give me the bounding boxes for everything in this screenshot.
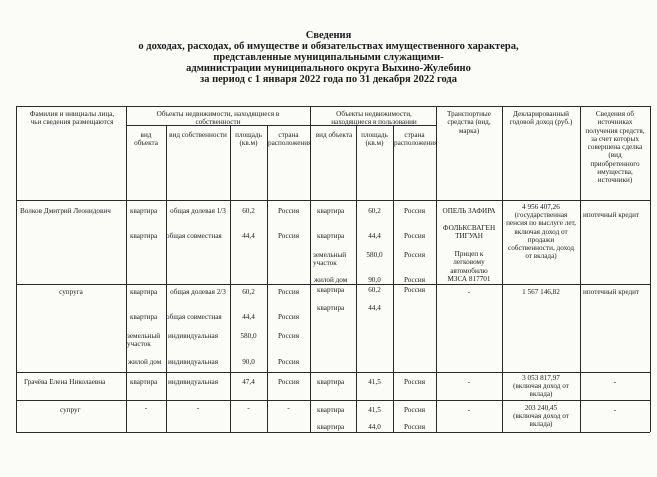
subheader-used-type: вид объекта [315, 131, 353, 139]
doc-subtitle-4: за период с 1 января 2022 года по 31 декабря 2022 года [200, 74, 457, 85]
header-name: Фамилия и инициалы лица, чьи сведения размещаются [29, 110, 115, 127]
used-country: Россия [403, 251, 426, 259]
person-name: Волков Дмитрий Леонидович [20, 207, 111, 215]
doc-title: Сведения [305, 30, 352, 41]
used-country: Россия [403, 378, 426, 386]
income-note: (включая доход от вклада) [513, 412, 569, 429]
used-country: Россия [403, 232, 426, 240]
used-type: квартира [317, 406, 345, 414]
person-name: Грачёва Елена Николаевна [24, 378, 106, 386]
row-divider-3 [16, 400, 650, 401]
used-area: 44,0 [368, 423, 381, 431]
owned-country: Россия [277, 313, 300, 321]
col-line [650, 106, 651, 432]
used-type: квартира [317, 378, 345, 386]
owned-type: квартира [130, 232, 158, 240]
used-area: 44,4 [368, 232, 381, 240]
used-area: 90,0 [368, 276, 381, 284]
used-type: квартира [317, 423, 345, 431]
income-note: (государственная пенсия по выслуге лет, включая доход от продажи собственности, доход от вклада) [506, 211, 576, 261]
used-type: квартира [317, 232, 345, 240]
owned-country: Россия [277, 288, 300, 296]
owned-type: земельный участок [127, 332, 161, 349]
used-area: 60,2 [368, 207, 381, 215]
col-line [310, 106, 311, 432]
used-country: Россия [403, 276, 426, 284]
used-country: Россия [403, 423, 426, 431]
owned-ownership: индивидуальная [168, 332, 219, 340]
used-area: 580,0 [366, 251, 383, 259]
owned-area-dash: - [247, 404, 250, 412]
used-type: квартира [317, 286, 345, 294]
funds-source: ипотечный кредит [583, 211, 640, 219]
vehicle: ФОЛЬКСВАГЕН ТИГУАН [442, 224, 496, 241]
owned-ownership: общая совместная [166, 232, 222, 240]
header-sources: Сведения об источниках получения средств, за счет которых совершена сделка (вид приобретенного имущества, источники) [585, 110, 645, 185]
funds-source: - [613, 406, 617, 414]
person-name: супруга [59, 288, 83, 296]
subheader-used-area: площадь (кв.м) [361, 131, 388, 148]
col-line [16, 106, 17, 432]
vehicle: - [467, 288, 471, 296]
used-type: земельный участок [313, 251, 347, 268]
used-type: квартира [317, 207, 345, 215]
income-amount: 203 240,45 [524, 404, 558, 412]
owned-area: 60,2 [242, 288, 255, 296]
subheader-country: страна расположения [268, 131, 312, 148]
owned-area: 90,0 [242, 358, 255, 366]
header-used: Объекты недвижимости, находящиеся в пользовании [331, 110, 417, 127]
doc-subtitle-1: о доходах, расходах, об имуществе и обязательствах имущественного характера, [138, 41, 519, 52]
owned-type: квартира [130, 288, 158, 296]
income-note: (включая доход от вклада) [513, 382, 569, 399]
income-amount: 1 567 146,82 [522, 288, 560, 296]
vehicle: - [467, 378, 471, 386]
owned-area: 47,4 [242, 378, 255, 386]
person-name: супруг [60, 406, 81, 414]
owned-type: квартира [130, 378, 158, 386]
owned-country: Россия [277, 207, 300, 215]
subheader-ownership: вид собственности [169, 131, 227, 139]
doc-subtitle-3: администрации муниципального округа Выхино-Жулебино [186, 63, 471, 74]
owned-ownership: общая совместная [166, 313, 222, 321]
owned-ownership: общая долевая 1/3 [170, 207, 226, 215]
used-country: Россия [403, 406, 426, 414]
owned-type: жилой дом [128, 358, 162, 366]
owned-area: 580,0 [240, 332, 257, 340]
col-line [126, 106, 127, 432]
table-top-border [16, 106, 650, 107]
used-type: квартира [317, 304, 345, 312]
owned-type: квартира [130, 313, 158, 321]
funds-source: - [613, 378, 617, 386]
used-country: Россия [403, 207, 426, 215]
owned-country: Россия [277, 232, 300, 240]
owned-ownership: индивидуальная [168, 378, 219, 386]
vehicle: - [467, 406, 471, 414]
vehicle: ОПЕЛЬ ЗАФИРА [442, 207, 496, 215]
subheader-area: площадь (кв.м) [235, 131, 262, 148]
owned-type: квартира [130, 207, 158, 215]
subheader-used-country: страна расположения [394, 131, 438, 148]
col-line [166, 125, 167, 432]
header-bottom-border [16, 200, 650, 201]
row-divider-2 [16, 372, 650, 373]
owned-area: 44,4 [242, 232, 255, 240]
table-bottom-border [16, 432, 650, 433]
owned-area: 44,4 [242, 313, 255, 321]
funds-source: ипотечный кредит [583, 288, 640, 296]
owned-ownership: общая долевая 2/3 [170, 288, 226, 296]
vehicle: Прицеп к легковому автомобилю МЗСА 817701 [447, 250, 491, 283]
used-area: 41,5 [368, 406, 381, 414]
header-income: Декларированный годовой доход (руб.) [509, 110, 573, 127]
owned-area: 60,2 [242, 207, 255, 215]
header-owned: Объекты недвижимости, находящиеся в собственности [156, 110, 280, 127]
header-vehicles: Транспортные средства (вид, марка) [447, 110, 491, 135]
owned-type-dash: - [144, 404, 148, 412]
income-amount: 4 956 407,26 [522, 203, 560, 211]
used-area: 60,2 [368, 286, 381, 294]
doc-subtitle-2: представленные муниципальными служащими- [213, 52, 444, 63]
used-area: 41,5 [368, 378, 381, 386]
used-area: 44,4 [368, 304, 381, 312]
owned-country-dash: - [287, 404, 290, 412]
used-country: Россия [403, 286, 426, 294]
owned-country: Россия [277, 378, 300, 386]
owned-country: Россия [277, 332, 300, 340]
owned-ownership: индивидуальная [168, 358, 219, 366]
col-line [502, 106, 503, 432]
subheader-type: вид объекта [134, 131, 158, 148]
income-amount: 3 053 817,97 [522, 374, 560, 382]
owned-ownership-dash: - [196, 404, 200, 412]
owned-country: Россия [277, 358, 300, 366]
used-type: жилой дом [314, 276, 348, 284]
